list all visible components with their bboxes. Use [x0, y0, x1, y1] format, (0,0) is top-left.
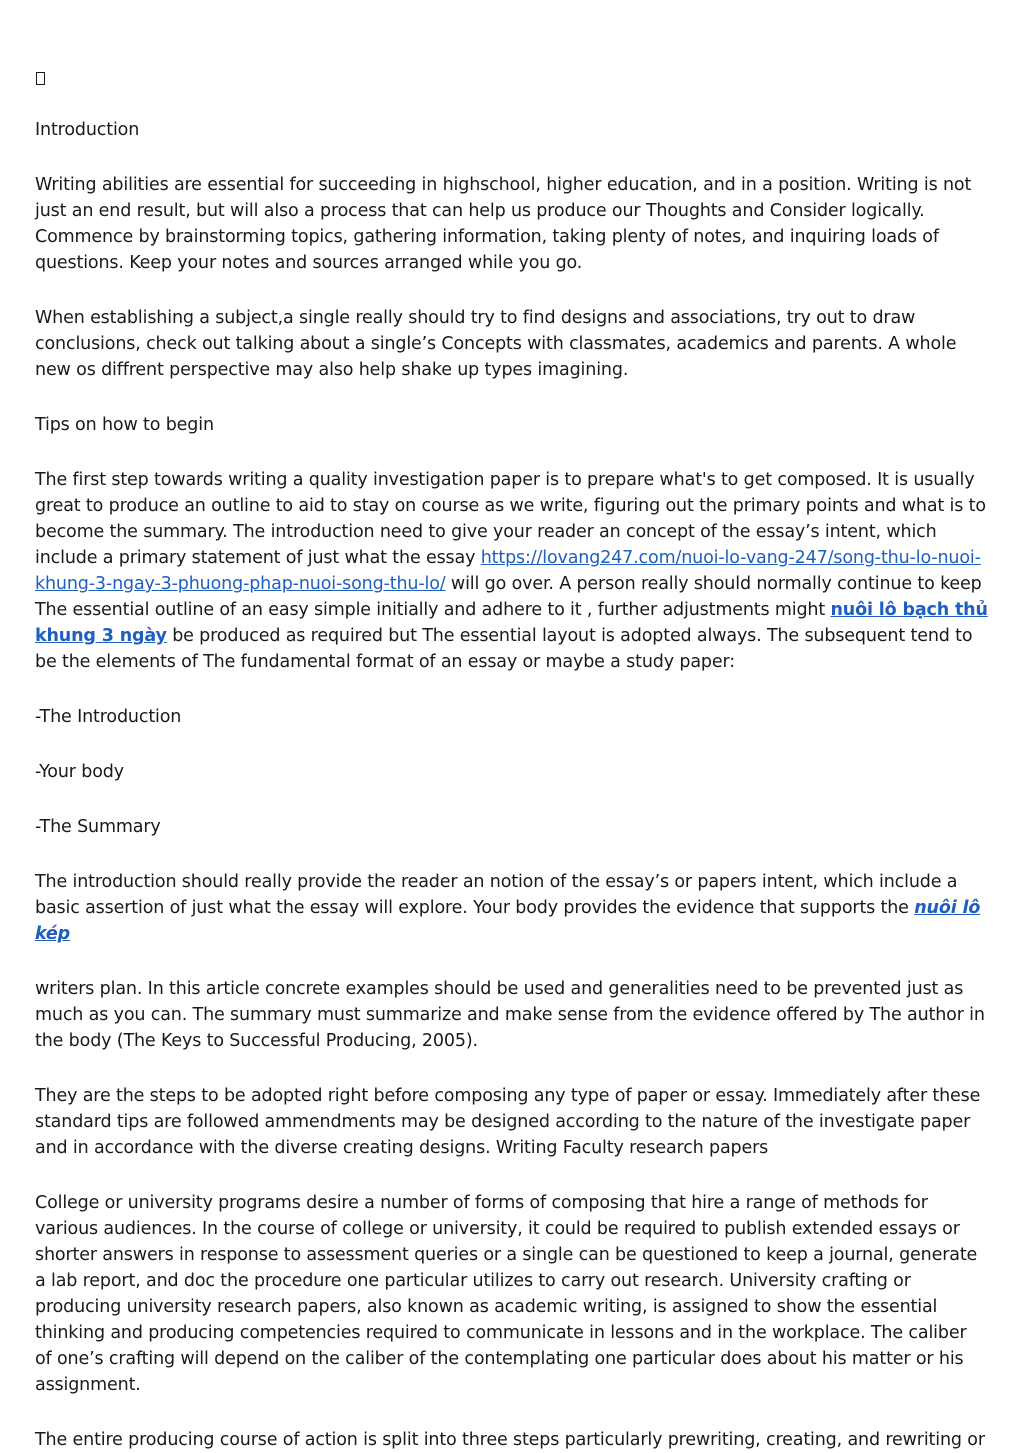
paragraph-first-step-text-b: will go over. A person really should normally continue to keep The essential outline of an easy simple initially and adhere to it , further adjustments might — [35, 574, 982, 620]
heading-introduction: Introduction — [35, 120, 140, 140]
paragraph-introduction-notion-text: The introduction should really provide the reader an notion of the essay’s or papers intent, which include a basic assertion of just what the essay will explore. Your body provides the evidence that supports the — [35, 872, 958, 918]
missing-glyph-line — [35, 62, 988, 88]
paragraph-producing-course: The entire producing course of action is split into three steps particularly prewriting, creating, and rewriting or — [35, 1430, 985, 1450]
paragraph-first-step — [35, 467, 988, 675]
list-item-introduction: -The Introduction — [35, 707, 182, 727]
nuoi-lo-kep-link[interactable]: nuôi lô kép — [35, 898, 981, 944]
paragraph-steps-adopted: They are the steps to be adopted right before composing any type of paper or essay. Immediately after these standard tips are followed ammendments may be designed according to the nature of the investigate paper and in accordance with the diverse creating designs. Writing Faculty research papers — [35, 1086, 981, 1158]
paragraph-writers-plan: writers plan. In this article concrete examples should be used and generalities need to be prevented just as much as you can. The summary must summarize and make sense from the evidence offered by The author in the body (The Keys to Successful Producing, 2005). — [35, 979, 985, 1051]
lovang-url-link[interactable]: https://lovang247.com/nuoi-lo-vang-247/song-thu-lo-nuoi-khung-3-ngay-3-phuong-phap-nuoi-song-thu-lo/ — [35, 548, 981, 594]
paragraph-writing-abilities: Writing abilities are essential for succeeding in highschool, higher education, and in a position. Writing is not just an end result, but will also a process that can help us produce our Thoughts and Consider logically. Commence by brainstorming topics, gathering information, taking plenty of notes, and inquiring loads of questions. Keep your notes and sources arranged while you go. — [35, 175, 972, 273]
heading-tips: Tips on how to begin — [35, 415, 214, 435]
paragraph-college-programs: College or university programs desire a number of forms of composing that hire a range of methods for various audiences. In the course of college or university, it could be required to publish extended essays or shorter answers in response to assessment queries or a single can be questioned to keep a journal, generate a lab report, and doc the procedure one particular utilizes to carry out research. University crafting or producing university research papers, also known as academic writing, is assigned to show the essential thinking and producing competencies required to communicate in lessons and in the workplace. The caliber of one’s crafting will depend on the caliber of the contemplating one particular does about his matter or his assignment. — [35, 1193, 978, 1395]
missing-glyph-icon — [36, 72, 45, 85]
paragraph-establishing-subject: When establishing a subject,a single really should try to find designs and associations, try out to draw conclusions, check out talking about a single’s Concepts with classmates, academics and parents. A whole new os diffrent perspective may also help shake up types imagining. — [35, 308, 957, 380]
nuoi-lo-bach-thu-link[interactable]: nuôi lô bạch thủ khung 3 ngày — [35, 600, 988, 646]
list-item-summary: -The Summary — [35, 817, 161, 837]
paragraph-introduction-notion — [35, 869, 988, 947]
paragraph-first-step-text-a: The first step towards writing a quality investigation paper is to prepare what's to get composed. It is usually great to produce an outline to aid to stay on course as we write, figuring out the primary points and what is to become the summary. The introduction need to give your reader an concept of the essay’s intent, which include a primary statement of just what the essay — [35, 470, 986, 568]
list-item-body: -Your body — [35, 762, 124, 782]
paragraph-first-step-text-c: be produced as required but The essential layout is adopted always. The subsequent tend to be the elements of The fundamental format of an essay or maybe a study paper: — [35, 626, 973, 672]
